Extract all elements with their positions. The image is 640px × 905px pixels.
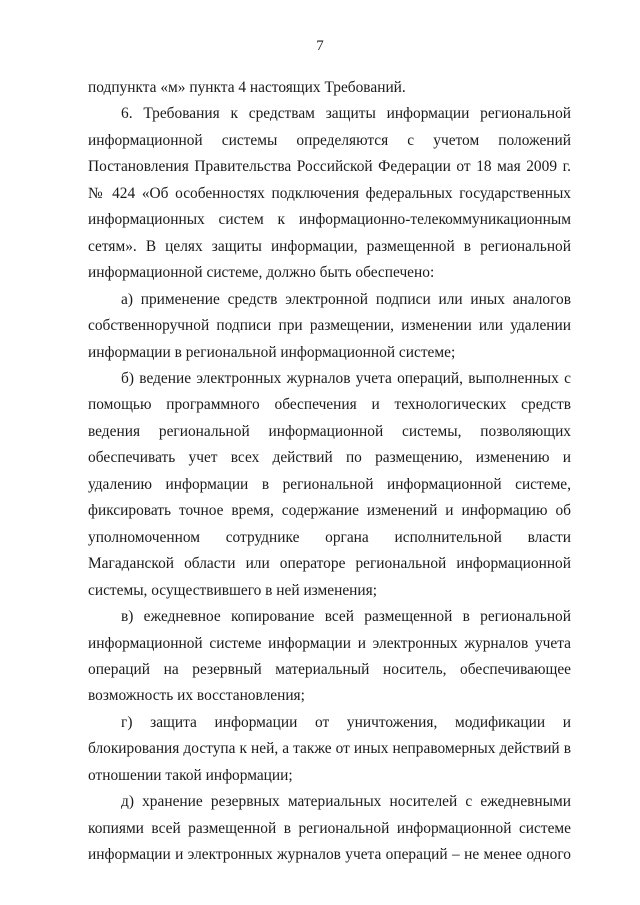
paragraph-item-g: г) защита информации от уничтожения, модификации и блокирования доступа к ней, а также от иных неправомерных действий в отношении такой информации; bbox=[88, 713, 571, 784]
document-body bbox=[88, 75, 571, 869]
paragraph-item-b: б) ведение электронных журналов учета операций, выполненных с помощью программного обеспечения и технологических средств ведения региональной информационной системы, позволяющих обеспечивать учет всех действий по размещению, изменению и удалению информации в региональной информационной системе, фиксировать точное время, содержание изменений и информацию об уполномоченном сотруднике органа исполнительной власти Магаданской области или операторе региональной информационной системы, осуществившего в ней изменения; bbox=[88, 369, 571, 599]
paragraph-item-a: а) применение средств электронной подписи или иных аналогов собственноручной подписи при размещении, изменении или удалении информации в региональной информационной системе; bbox=[88, 290, 571, 361]
page-number: 7 bbox=[316, 38, 324, 54]
paragraph-item-6: 6. Требования к средствам защиты информации региональной информационной системы определяются с учетом положений Постановления Правительства Российской Федерации от 18 мая 2009 г. № 424 «Об особенностях подключения федеральных государственных информационных систем к информационно-телекоммуникационным сетям». В целях защиты информации, размещенной в региональной информационной системе, должно быть обеспечено: bbox=[88, 105, 571, 282]
paragraph-continuation: подпункта «м» пункта 4 настоящих Требований. bbox=[88, 79, 406, 96]
paragraph-item-d: д) хранение резервных материальных носителей с ежедневными копиями всей размещенной в региональной информационной системе информации и электронных журналов учета операций – не менее одного bbox=[88, 793, 571, 864]
paragraph-item-v: в) ежедневное копирование всей размещенной в региональной информационной системе информации и электронных журналов учета операций на резервный материальный носитель, обеспечивающее возможность их восстановления; bbox=[88, 608, 571, 705]
